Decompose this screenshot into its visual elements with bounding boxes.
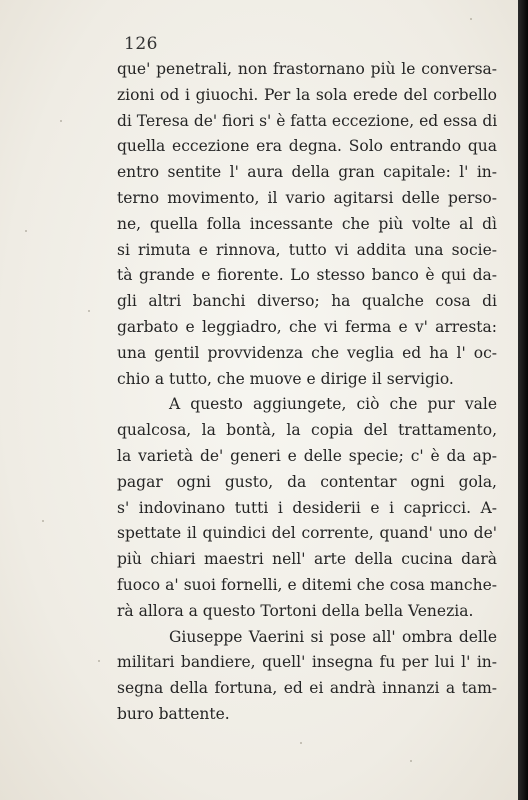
paragraph-first-line: Giuseppe Vaerini si pose all' ombra delle [169, 627, 497, 646]
paper-speck [42, 520, 44, 522]
text-line: buro battente. [117, 704, 230, 723]
text-line: rà allora a questo Tortoni della bella Venezia. [117, 601, 474, 620]
text-line: fuoco a' suoi fornelli, e ditemi che cosa manche- [117, 575, 497, 594]
text-line: terno movimento, il vario agitarsi delle perso- [117, 188, 497, 207]
text-line: gli altri banchi diverso; ha qualche cosa di [117, 292, 497, 311]
paper-speck [470, 18, 472, 20]
paper-speck [88, 310, 90, 312]
text-line: que' penetrali, non frastornano più le conversa- [117, 60, 497, 78]
page-number: 126 [124, 34, 158, 54]
text-line: di Teresa de' fiori s' è fatta eccezione, ed essa di [117, 111, 498, 130]
paper-speck [98, 660, 100, 662]
text-line: zioni od i giuochi. Per la sola erede del corbello [117, 85, 497, 104]
text-line: una gentil provvidenza che veglia ed ha l' oc- [117, 343, 497, 362]
text-line: più chiari maestri nell' arte della cucina darà [117, 550, 497, 569]
text-line: s' indovinano tutti i desiderii e i capricci. A- [117, 498, 497, 517]
body-text [117, 57, 497, 728]
text-line: spettate il quindici del corrente, quand' uno de' [117, 524, 497, 543]
text-line: militari bandiere, quell' insegna fu per lui l' in- [117, 653, 497, 672]
text-line: quella eccezione era degna. Solo entrando qua [117, 137, 497, 156]
book-spine-edge [518, 0, 528, 800]
paper-speck [300, 742, 302, 744]
text-line: garbato e leggiadro, che vi ferma e v' arresta: [117, 317, 497, 336]
paper-speck [60, 120, 62, 122]
text-line: ne, quella folla incessante che più volte al dì [117, 214, 497, 233]
text-line: si rimuta e rinnova, tutto vi addita una socie- [117, 240, 497, 259]
text-line: la varietà de' generi e delle specie; c' è da ap- [117, 446, 497, 465]
text-line: pagar ogni gusto, da contentar ogni gola, [117, 472, 497, 491]
text-line: chio a tutto, che muove e dirige il servigio. [117, 369, 454, 388]
paper-speck [410, 760, 412, 762]
paper-speck [25, 230, 27, 232]
text-line: entro sentite l' aura della gran capitale: l' in- [117, 163, 497, 182]
text-line: qualcosa, la bontà, la copia del trattamento, [117, 421, 497, 440]
text-line: tà grande e fiorente. Lo stesso banco è qui da- [117, 266, 497, 285]
paragraph-first-line: A questo aggiungete, ciò che pur vale [169, 395, 497, 414]
text-line: segna della fortuna, ed ei andrà innanzi a tam- [117, 679, 497, 698]
